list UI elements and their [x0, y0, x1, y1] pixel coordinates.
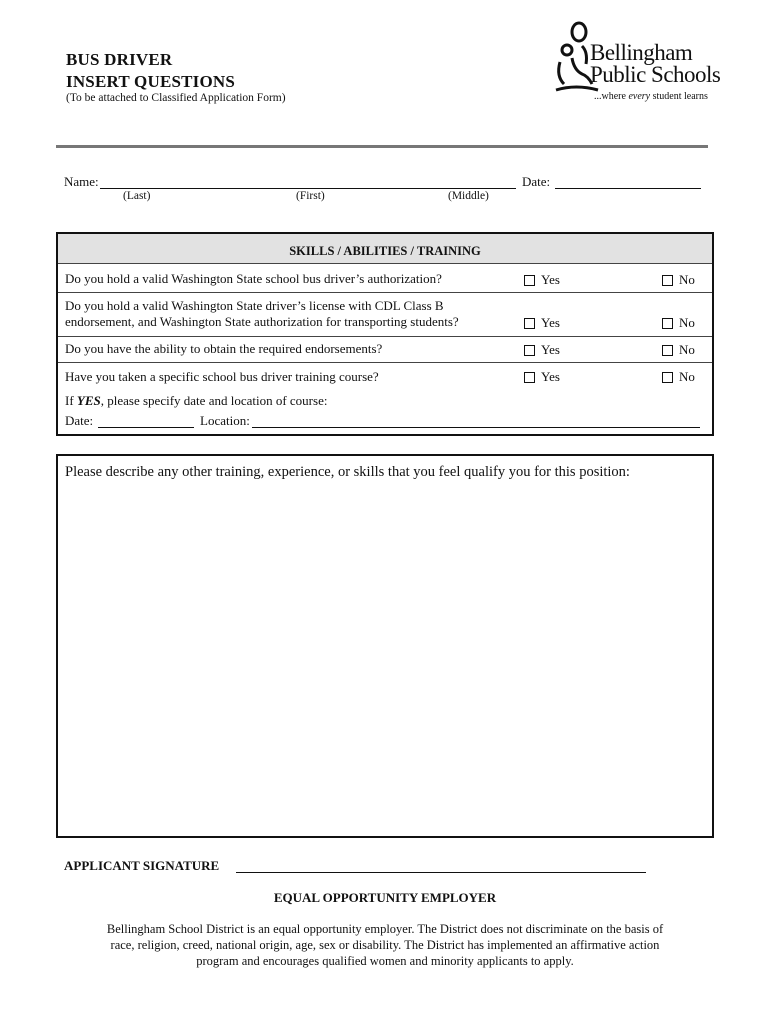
eoe-line: Bellingham School District is an equal opportunity employer. The District does not discriminate on the basis of [106, 922, 664, 936]
skills-section [56, 232, 714, 436]
eoe-heading: EQUAL OPPORTUNITY EMPLOYER [273, 890, 497, 905]
checkbox[interactable] [524, 318, 535, 329]
eoe-line: race, religion, creed, national origin, age, sex or disability. The District has implemented an affirmative action [110, 938, 660, 952]
name-label: Name: [64, 174, 99, 189]
name-field[interactable] [100, 188, 516, 189]
q2-yes-option[interactable]: Yes [524, 315, 560, 331]
checkbox[interactable] [662, 275, 673, 286]
header-divider [56, 145, 708, 148]
q4-yes-option[interactable]: Yes [524, 369, 560, 385]
eoe-line: program and encourages qualified women and minority applicants to apply. [196, 954, 574, 968]
q1-no-option[interactable]: No [662, 272, 695, 288]
logo-tagline: ...where every student learns [594, 91, 708, 102]
q1-yes-option[interactable]: Yes [524, 272, 560, 288]
if-yes-instruction: If YES, please specify date and location of course: [65, 393, 328, 408]
checkbox[interactable] [662, 372, 673, 383]
course-location-label: Location: [200, 413, 250, 428]
checkbox[interactable] [524, 345, 535, 356]
signature-label: APPLICANT SIGNATURE [64, 858, 220, 873]
eoe-statement [0, 921, 770, 969]
logo-name-line1: Bellingham [590, 40, 693, 65]
form-note: (To be attached to Classified Application Form) [66, 92, 286, 104]
checkbox[interactable] [524, 372, 535, 383]
form-subtitle-heading: INSERT QUESTIONS [66, 72, 236, 91]
row-divider [58, 362, 712, 363]
first-name-caption: (First) [296, 190, 325, 202]
course-location-field[interactable] [252, 427, 700, 428]
q3-no-option[interactable]: No [662, 342, 695, 358]
middle-name-caption: (Middle) [448, 190, 489, 202]
checkbox[interactable] [662, 345, 673, 356]
row-divider [58, 336, 712, 337]
form-title: BUS DRIVER [66, 50, 173, 69]
row-divider [58, 292, 712, 293]
checkbox[interactable] [524, 275, 535, 286]
question-bus-authorization: Do you hold a valid Washington State school bus driver’s authorization? [65, 271, 442, 286]
logo-name-line2: Public Schools [590, 62, 721, 87]
q2-no-option[interactable]: No [662, 315, 695, 331]
question-training-course: Have you taken a specific school bus driver training course? [65, 369, 379, 384]
question-endorsements: Do you have the ability to obtain the required endorsements? [65, 341, 383, 356]
date-label: Date: [522, 174, 551, 189]
skills-header: SKILLS / ABILITIES / TRAINING [289, 244, 481, 258]
q4-no-option[interactable]: No [662, 369, 695, 385]
date-field[interactable] [555, 188, 701, 189]
question-cdl-license-line1: Do you hold a valid Washington State driver’s license with CDL Class B [65, 298, 444, 313]
describe-section[interactable] [56, 454, 714, 838]
signature-field[interactable] [236, 872, 646, 873]
q3-yes-option[interactable]: Yes [524, 342, 560, 358]
last-name-caption: (Last) [123, 190, 151, 202]
describe-prompt: Please describe any other training, experience, or skills that you feel qualify you for this position: [65, 464, 630, 480]
question-cdl-license-line2: endorsement, and Washington State authorization for transporting students? [65, 314, 459, 329]
course-date-field[interactable] [98, 427, 194, 428]
course-date-label: Date: [65, 413, 94, 428]
checkbox[interactable] [662, 318, 673, 329]
